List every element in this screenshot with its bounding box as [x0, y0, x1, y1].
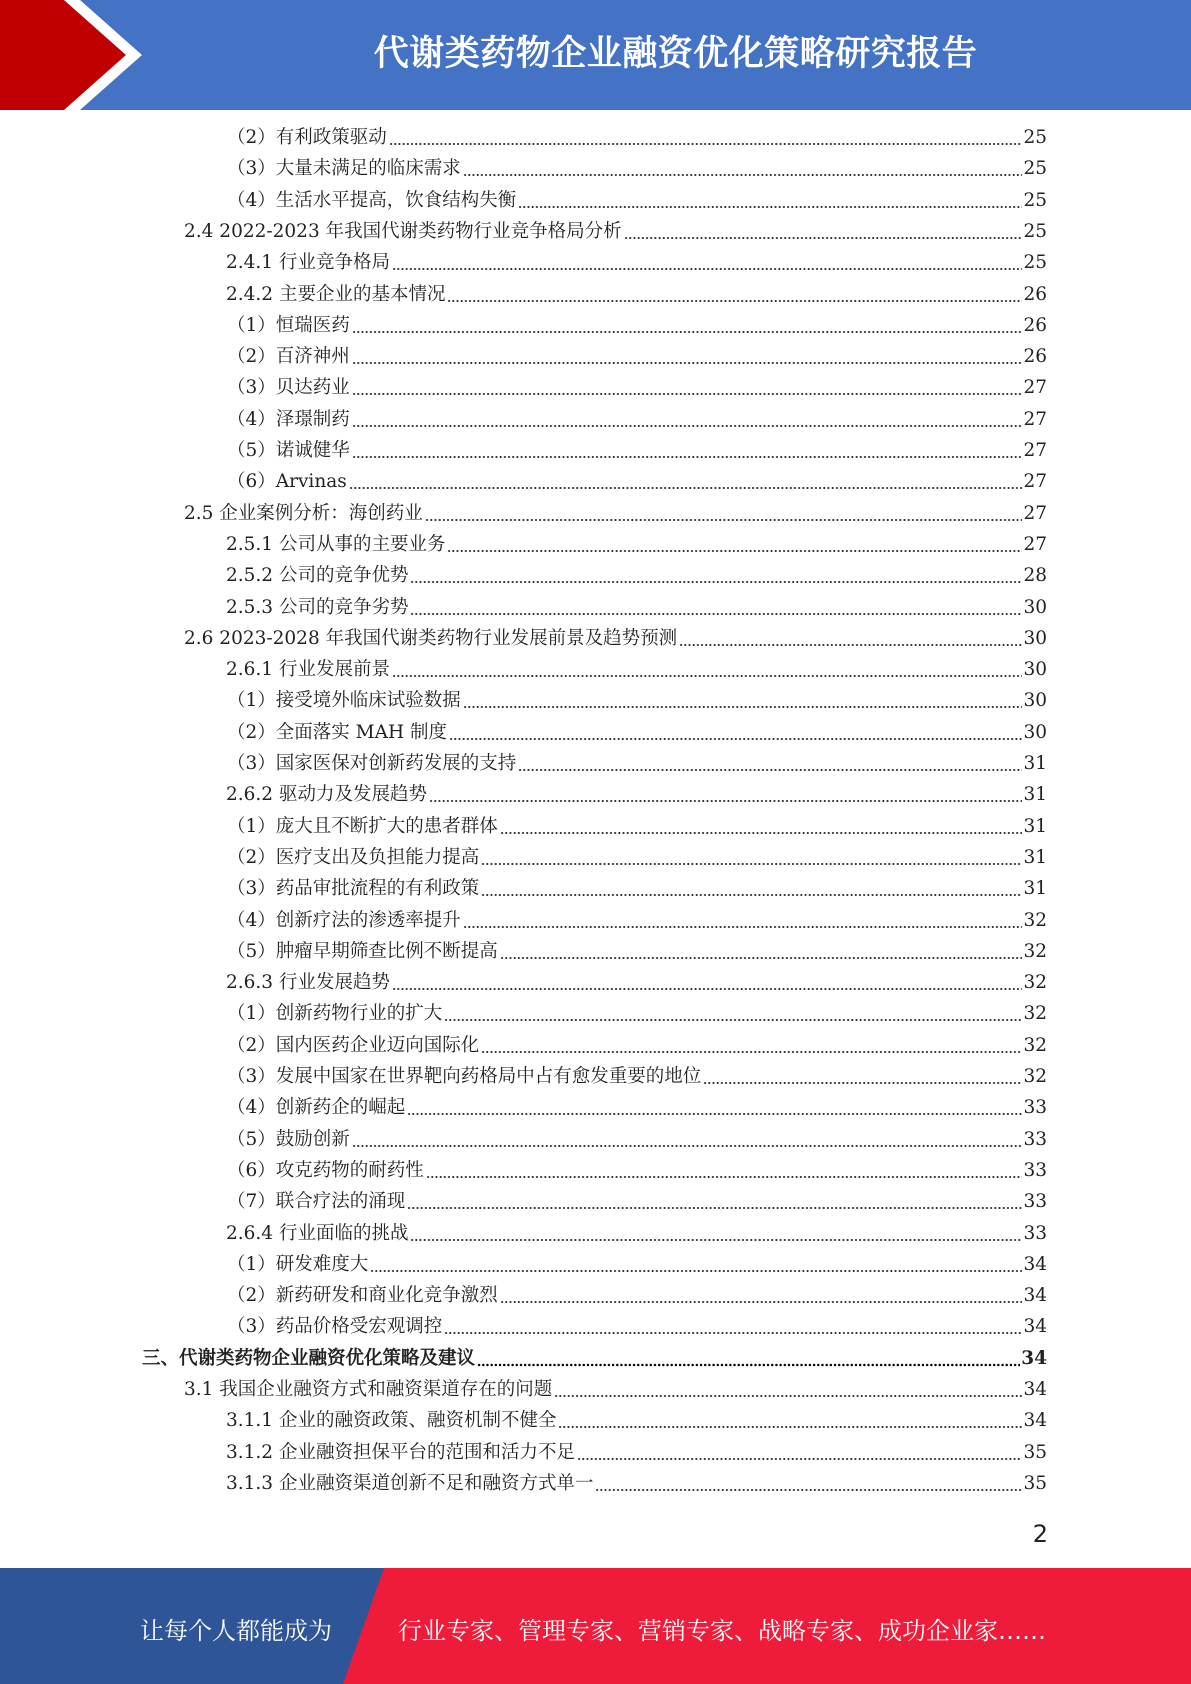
toc-entry-page: 30 — [1023, 659, 1047, 680]
toc-entry-title: 2.6.2 驱动力及发展趋势 — [226, 784, 427, 805]
toc-entry-page: 25 — [1023, 221, 1047, 242]
toc-dot-leader — [352, 315, 1023, 337]
toc-dot-leader — [447, 284, 1022, 306]
toc-entry-title: 2.5 企业案例分析：海创药业 — [184, 503, 423, 524]
toc-entry[interactable] — [184, 212, 1047, 243]
chevron-arrow-icon — [0, 0, 160, 110]
toc-entry-page: 32 — [1023, 941, 1047, 962]
toc-dot-leader — [477, 1348, 1020, 1370]
toc-entry[interactable] — [226, 588, 1047, 619]
toc-dot-leader — [463, 910, 1023, 932]
toc-entry-title: （3）发展中国家在世界靶向药格局中占有愈发重要的地位 — [227, 1066, 702, 1087]
toc-entry[interactable] — [227, 1307, 1047, 1338]
toc-dot-leader — [463, 158, 1023, 180]
toc-entry-page: 27 — [1023, 377, 1047, 398]
toc-entry[interactable] — [227, 337, 1047, 368]
toc-entry-page: 33 — [1023, 1223, 1047, 1244]
toc-entry-title: （4）创新药企的崛起 — [227, 1097, 406, 1118]
toc-entry[interactable] — [227, 400, 1047, 431]
toc-dot-leader — [449, 722, 1022, 744]
toc-dot-leader — [500, 816, 1023, 838]
toc-entry[interactable] — [142, 1339, 1047, 1370]
toc-entry[interactable] — [227, 1026, 1047, 1057]
toc-entry-page: 34 — [1021, 1348, 1047, 1369]
toc-dot-leader — [577, 1442, 1022, 1464]
toc-dot-leader — [481, 878, 1022, 900]
toc-dot-leader — [481, 847, 1022, 869]
toc-entry-page: 31 — [1023, 784, 1047, 805]
toc-dot-leader — [352, 377, 1023, 399]
toc-entry-title: （2）全面落实 MAH 制度 — [227, 722, 447, 743]
toc-entry[interactable] — [227, 431, 1047, 462]
toc-entry-page: 28 — [1023, 565, 1047, 586]
toc-entry[interactable] — [227, 1245, 1047, 1276]
toc-entry-title: （2）有利政策驱动 — [227, 127, 387, 148]
toc-dot-leader — [624, 221, 1023, 243]
toc-entry[interactable] — [226, 556, 1047, 587]
toc-entry[interactable] — [227, 306, 1047, 337]
toc-entry-page: 25 — [1023, 252, 1047, 273]
toc-entry-title: （4）泽璟制药 — [227, 409, 350, 430]
toc-entry[interactable] — [227, 681, 1047, 712]
toc-entry-page: 27 — [1023, 440, 1047, 461]
toc-dot-leader — [518, 190, 1022, 212]
toc-entry-page: 32 — [1023, 972, 1047, 993]
toc-entry[interactable] — [227, 1276, 1047, 1307]
toc-entry-title: （5）诺诚健华 — [227, 440, 350, 461]
toc-entry-page: 30 — [1023, 597, 1047, 618]
toc-dot-leader — [410, 597, 1022, 619]
toc-entry-page: 26 — [1023, 346, 1047, 367]
toc-dot-leader — [392, 659, 1022, 681]
toc-entry-title: 2.5.1 公司从事的主要业务 — [226, 534, 446, 555]
toc-entry-title: （4）生活水平提高，饮食结构失衡 — [227, 190, 517, 211]
toc-entry-title: 3.1.3 企业融资渠道创新不足和融资方式单一 — [226, 1473, 594, 1494]
toc-entry-page: 31 — [1023, 753, 1047, 774]
toc-entry-page: 33 — [1023, 1097, 1047, 1118]
toc-entry[interactable] — [226, 1433, 1047, 1464]
toc-entry-title: （1）恒瑞医药 — [227, 315, 350, 336]
toc-entry-title: （3）大量未满足的临床需求 — [227, 158, 461, 179]
toc-entry-page: 32 — [1023, 910, 1047, 931]
toc-entry-page: 32 — [1023, 1003, 1047, 1024]
toc-entry-title: （6）攻克药物的耐药性 — [227, 1160, 424, 1181]
toc-entry[interactable] — [227, 181, 1047, 212]
page-footer — [0, 1568, 1191, 1684]
toc-entry-title: （1）创新药物行业的扩大 — [227, 1003, 443, 1024]
toc-entry[interactable] — [227, 744, 1047, 775]
toc-entry-page: 30 — [1023, 690, 1047, 711]
toc-dot-leader — [554, 1379, 1022, 1401]
toc-entry[interactable] — [227, 901, 1047, 932]
toc-entry[interactable] — [227, 1088, 1047, 1119]
toc-entry-title: 2.5.2 公司的竞争优势 — [226, 565, 409, 586]
toc-entry-page: 30 — [1023, 722, 1047, 743]
toc-entry-page: 33 — [1023, 1129, 1047, 1150]
toc-dot-leader — [595, 1473, 1022, 1495]
toc-entry-page: 26 — [1023, 315, 1047, 336]
toc-entry-page: 33 — [1023, 1160, 1047, 1181]
toc-entry-page: 32 — [1023, 1066, 1047, 1087]
toc-dot-leader — [463, 690, 1023, 712]
toc-entry[interactable] — [226, 963, 1047, 994]
toc-dot-leader — [392, 252, 1022, 274]
toc-dot-leader — [444, 1003, 1022, 1025]
toc-entry-title: （3）国家医保对创新药发展的支持 — [227, 753, 517, 774]
toc-entry[interactable] — [226, 775, 1047, 806]
toc-entry-title: （1）研发难度大 — [227, 1254, 369, 1275]
toc-entry[interactable] — [226, 1214, 1047, 1245]
toc-entry-page: 26 — [1023, 284, 1047, 305]
toc-dot-leader — [426, 1160, 1023, 1182]
toc-entry[interactable] — [227, 1057, 1047, 1088]
toc-entry-title: 2.6 2023-2028 年我国代谢类药物行业发展前景及趋势预测 — [184, 628, 678, 649]
toc-dot-leader — [352, 1129, 1023, 1151]
toc-dot-leader — [352, 346, 1023, 368]
toc-entry-page: 25 — [1023, 190, 1047, 211]
toc-entry[interactable] — [184, 1370, 1047, 1401]
toc-dot-leader — [410, 565, 1022, 587]
toc-entry[interactable] — [227, 932, 1047, 963]
toc-entry-title: （6）Arvinas — [227, 471, 347, 492]
toc-dot-leader — [349, 471, 1023, 493]
toc-dot-leader — [679, 628, 1022, 650]
toc-entry[interactable] — [227, 368, 1047, 399]
toc-entry-title: （3）药品审批流程的有利政策 — [227, 878, 480, 899]
toc-entry[interactable] — [227, 462, 1047, 493]
toc-entry-title: 2.5.3 公司的竞争劣势 — [226, 597, 409, 618]
toc-entry-title: （1）庞大且不断扩大的患者群体 — [227, 816, 498, 837]
toc-entry-title: 3.1.2 企业融资担保平台的范围和活力不足 — [226, 1442, 575, 1463]
toc-entry-title: （2）医疗支出及负担能力提高 — [227, 847, 480, 868]
toc-entry-page: 35 — [1023, 1473, 1047, 1494]
toc-entry[interactable] — [226, 650, 1047, 681]
toc-entry-title: （5）鼓励创新 — [227, 1129, 350, 1150]
toc-entry-page: 31 — [1023, 847, 1047, 868]
toc-dot-leader — [558, 1410, 1022, 1432]
toc-entry-page: 34 — [1023, 1254, 1047, 1275]
toc-entry-title: 2.4.2 主要企业的基本情况 — [226, 284, 446, 305]
toc-entry-title: （5）肿瘤早期筛查比例不断提高 — [227, 941, 498, 962]
toc-entry[interactable] — [227, 1120, 1047, 1151]
toc-entry-title: （2）新药研发和商业化竞争激烈 — [227, 1285, 498, 1306]
toc-entry[interactable] — [227, 838, 1047, 869]
toc-entry-title: 2.4.1 行业竞争格局 — [226, 252, 390, 273]
toc-dot-leader — [410, 1223, 1022, 1245]
toc-dot-leader — [500, 941, 1023, 963]
toc-dot-leader — [352, 440, 1023, 462]
toc-entry-page: 27 — [1023, 409, 1047, 430]
report-title: 代谢类药物企业融资优化策略研究报告 — [373, 34, 978, 74]
toc-entry-page: 25 — [1023, 158, 1047, 179]
footer-slogan-left: 让每个人都能成为 — [140, 1617, 332, 1645]
toc-entry-title: （2）百济神州 — [227, 346, 350, 367]
toc-entry-title: 2.6.3 行业发展趋势 — [226, 972, 390, 993]
toc-dot-leader — [370, 1254, 1022, 1276]
toc-entry-page: 33 — [1023, 1191, 1047, 1212]
toc-entry-page: 34 — [1023, 1410, 1047, 1431]
toc-entry-title: 2.4 2022-2023 年我国代谢类药物行业竞争格局分析 — [184, 221, 622, 242]
toc-entry[interactable] — [227, 713, 1047, 744]
toc-entry-page: 32 — [1023, 1035, 1047, 1056]
footer-slogan-right: 行业专家、管理专家、营销专家、战略专家、成功企业家…… — [398, 1617, 1046, 1645]
toc-dot-leader — [389, 127, 1023, 149]
toc-entry[interactable] — [226, 275, 1047, 306]
toc-dot-leader — [500, 1285, 1023, 1307]
toc-entry[interactable] — [184, 619, 1047, 650]
toc-dot-leader — [392, 972, 1022, 994]
toc-entry-title: 三、代谢类药物企业融资优化策略及建议 — [142, 1348, 476, 1369]
toc-dot-leader — [481, 1035, 1022, 1057]
toc-entry-title: 3.1.1 企业的融资政策、融资机制不健全 — [226, 1410, 557, 1431]
toc-entry[interactable] — [227, 1151, 1047, 1182]
toc-entry[interactable] — [227, 807, 1047, 838]
toc-entry[interactable] — [226, 525, 1047, 556]
toc-entry-title: （3）贝达药业 — [227, 377, 350, 398]
toc-entry[interactable] — [227, 118, 1047, 149]
toc-dot-leader — [407, 1191, 1022, 1213]
toc-entry-title: （7）联合疗法的涌现 — [227, 1191, 406, 1212]
toc-entry[interactable] — [226, 1401, 1047, 1432]
toc-entry-page: 34 — [1023, 1379, 1047, 1400]
toc-dot-leader — [407, 1097, 1022, 1119]
toc-entry-title: （4）创新疗法的渗透率提升 — [227, 910, 461, 931]
toc-entry-page: 31 — [1023, 878, 1047, 899]
toc-entry-title: 2.6.1 行业发展前景 — [226, 659, 390, 680]
toc-entry[interactable] — [227, 994, 1047, 1025]
toc-entry[interactable] — [227, 869, 1047, 900]
toc-dot-leader — [447, 534, 1022, 556]
toc-entry[interactable] — [226, 243, 1047, 274]
toc-entry-page: 31 — [1023, 816, 1047, 837]
toc-entry-page: 34 — [1023, 1316, 1047, 1337]
toc-dot-leader — [518, 753, 1022, 775]
toc-dot-leader — [444, 1316, 1022, 1338]
toc-entry-page: 34 — [1023, 1285, 1047, 1306]
toc-dot-leader — [425, 503, 1023, 525]
toc-entry-page: 27 — [1023, 503, 1047, 524]
toc-entry-page: 27 — [1023, 471, 1047, 492]
page-number: 2 — [1032, 1520, 1048, 1548]
toc-entry-title: 3.1 我国企业融资方式和融资渠道存在的问题 — [184, 1379, 553, 1400]
toc-entry-page: 30 — [1023, 628, 1047, 649]
toc-dot-leader — [352, 409, 1023, 431]
page-header — [0, 0, 1191, 110]
toc-entry[interactable] — [227, 1182, 1047, 1213]
toc-entry-title: （3）药品价格受宏观调控 — [227, 1316, 443, 1337]
toc-entry-page: 27 — [1023, 534, 1047, 555]
toc-entry[interactable] — [226, 1464, 1047, 1495]
toc-entry-page: 35 — [1023, 1442, 1047, 1463]
toc-entry-title: （2）国内医药企业迈向国际化 — [227, 1035, 480, 1056]
toc-entry-title: 2.6.4 行业面临的挑战 — [226, 1223, 409, 1244]
toc-dot-leader — [429, 784, 1022, 806]
toc-entry[interactable] — [227, 149, 1047, 180]
toc-entry[interactable] — [184, 494, 1047, 525]
toc-entry-page: 25 — [1023, 127, 1047, 148]
toc-dot-leader — [703, 1066, 1022, 1088]
toc-entry-title: （1）接受境外临床试验数据 — [227, 690, 461, 711]
